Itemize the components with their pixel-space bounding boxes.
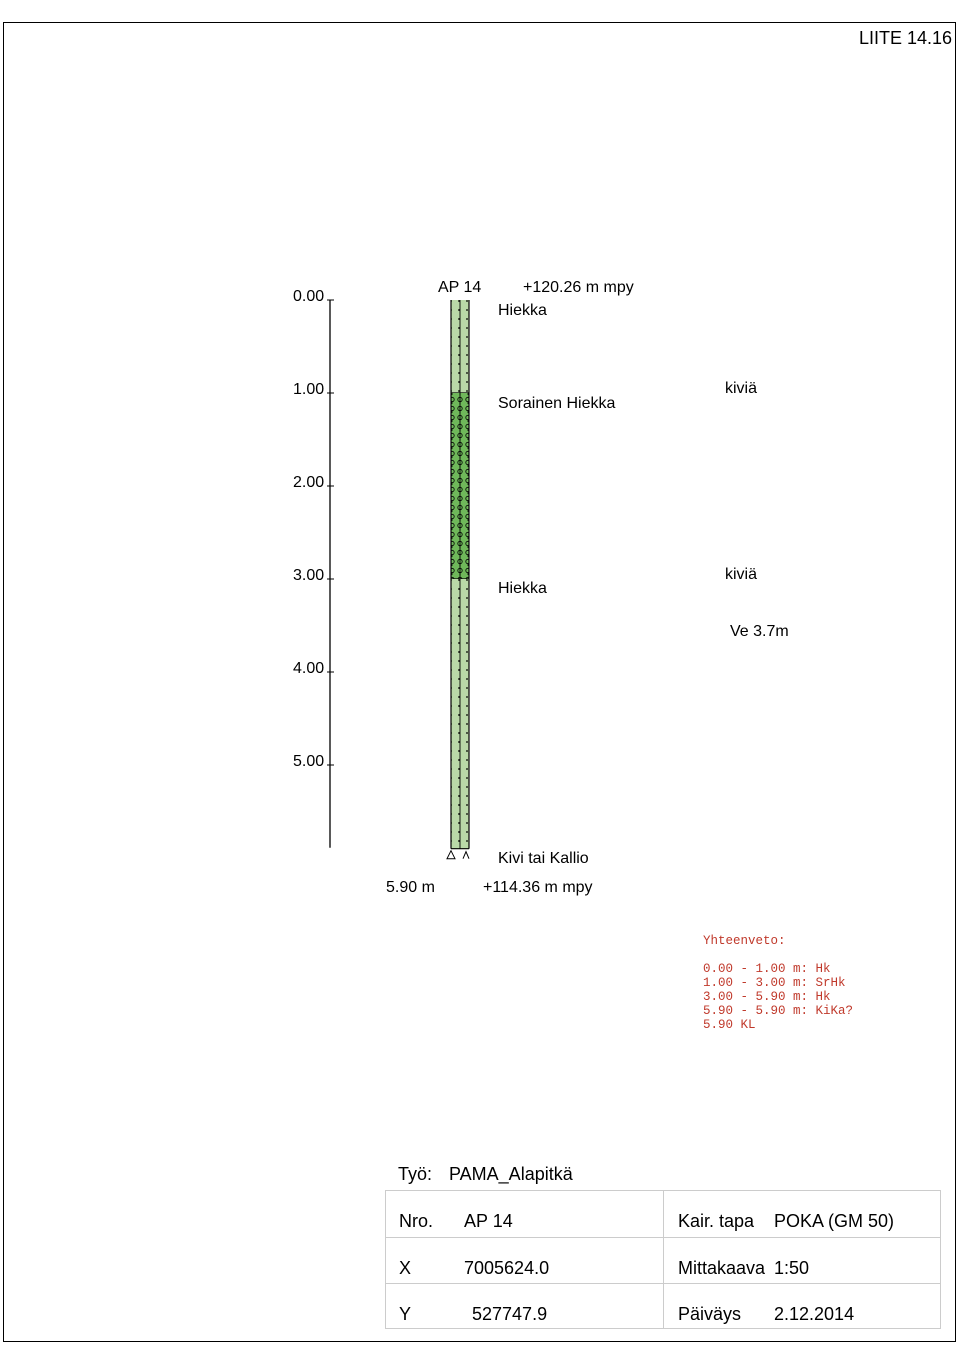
depth-tick-label: 2.00 xyxy=(293,474,325,491)
point-id: AP 14 xyxy=(438,279,482,296)
bottom-elevation: +114.36 m mpy xyxy=(483,879,593,896)
y-label: Y xyxy=(399,1304,412,1324)
depth-tick-label: 3.00 xyxy=(293,567,325,584)
appendix-label: LIITE 14.16 xyxy=(858,28,952,48)
summary-title: Yhteenveto: xyxy=(703,934,786,948)
layer-note-2: kiviä xyxy=(725,380,758,397)
stop-triangle-icon xyxy=(447,851,455,859)
summary-block xyxy=(703,934,853,1032)
water-level-label: Ve 3.7m xyxy=(730,623,789,640)
paivays-label: Päiväys xyxy=(678,1304,742,1324)
x-value: 7005624.0 xyxy=(464,1258,550,1278)
nro-label: Nro. xyxy=(399,1211,434,1231)
depth-tick-label: 1.00 xyxy=(293,381,325,398)
stop-label: Kivi tai Kallio xyxy=(498,850,589,867)
depth-tick-label: 4.00 xyxy=(293,660,325,677)
summary-line: 5.90 - 5.90 m: KiKa? xyxy=(703,1004,854,1018)
title-block-divider xyxy=(386,1283,940,1284)
tyo-value: PAMA_Alapitkä xyxy=(449,1164,573,1184)
summary-line: 1.00 - 3.00 m: SrHk xyxy=(703,976,846,990)
nro-value: AP 14 xyxy=(464,1211,513,1231)
depth-scale xyxy=(327,300,334,848)
depth-tick-label: 5.00 xyxy=(293,753,325,770)
depth-tick-label: 0.00 xyxy=(293,288,325,305)
kair-value: POKA (GM 50) xyxy=(774,1211,895,1231)
title-block-divider xyxy=(386,1237,940,1238)
layer-label-1: Hiekka xyxy=(498,302,547,319)
layer-label-3: Hiekka xyxy=(498,580,547,597)
y-value: 527747.9 xyxy=(472,1304,548,1324)
mittakaava-value: 1:50 xyxy=(774,1258,810,1278)
x-label: X xyxy=(399,1258,412,1278)
bottom-depth: 5.90 m xyxy=(386,879,435,896)
layer-note-3: kiviä xyxy=(725,566,758,583)
soil-column xyxy=(447,300,469,859)
top-elevation: +120.26 m mpy xyxy=(523,279,634,296)
mittakaava-label: Mittakaava xyxy=(678,1258,766,1278)
tyo-label: Työ: xyxy=(398,1164,433,1184)
title-block-divider xyxy=(663,1191,664,1328)
title-block xyxy=(385,1190,941,1329)
summary-line: 5.90 KL xyxy=(703,1018,756,1032)
layer-label-2: Sorainen Hiekka xyxy=(498,395,616,412)
kair-label: Kair. tapa xyxy=(678,1211,755,1231)
summary-line: 3.00 - 5.90 m: Hk xyxy=(703,990,831,1004)
summary-line: 0.00 - 1.00 m: Hk xyxy=(703,962,831,976)
stop-caret-icon xyxy=(463,852,469,859)
paivays-value: 2.12.2014 xyxy=(774,1304,855,1324)
